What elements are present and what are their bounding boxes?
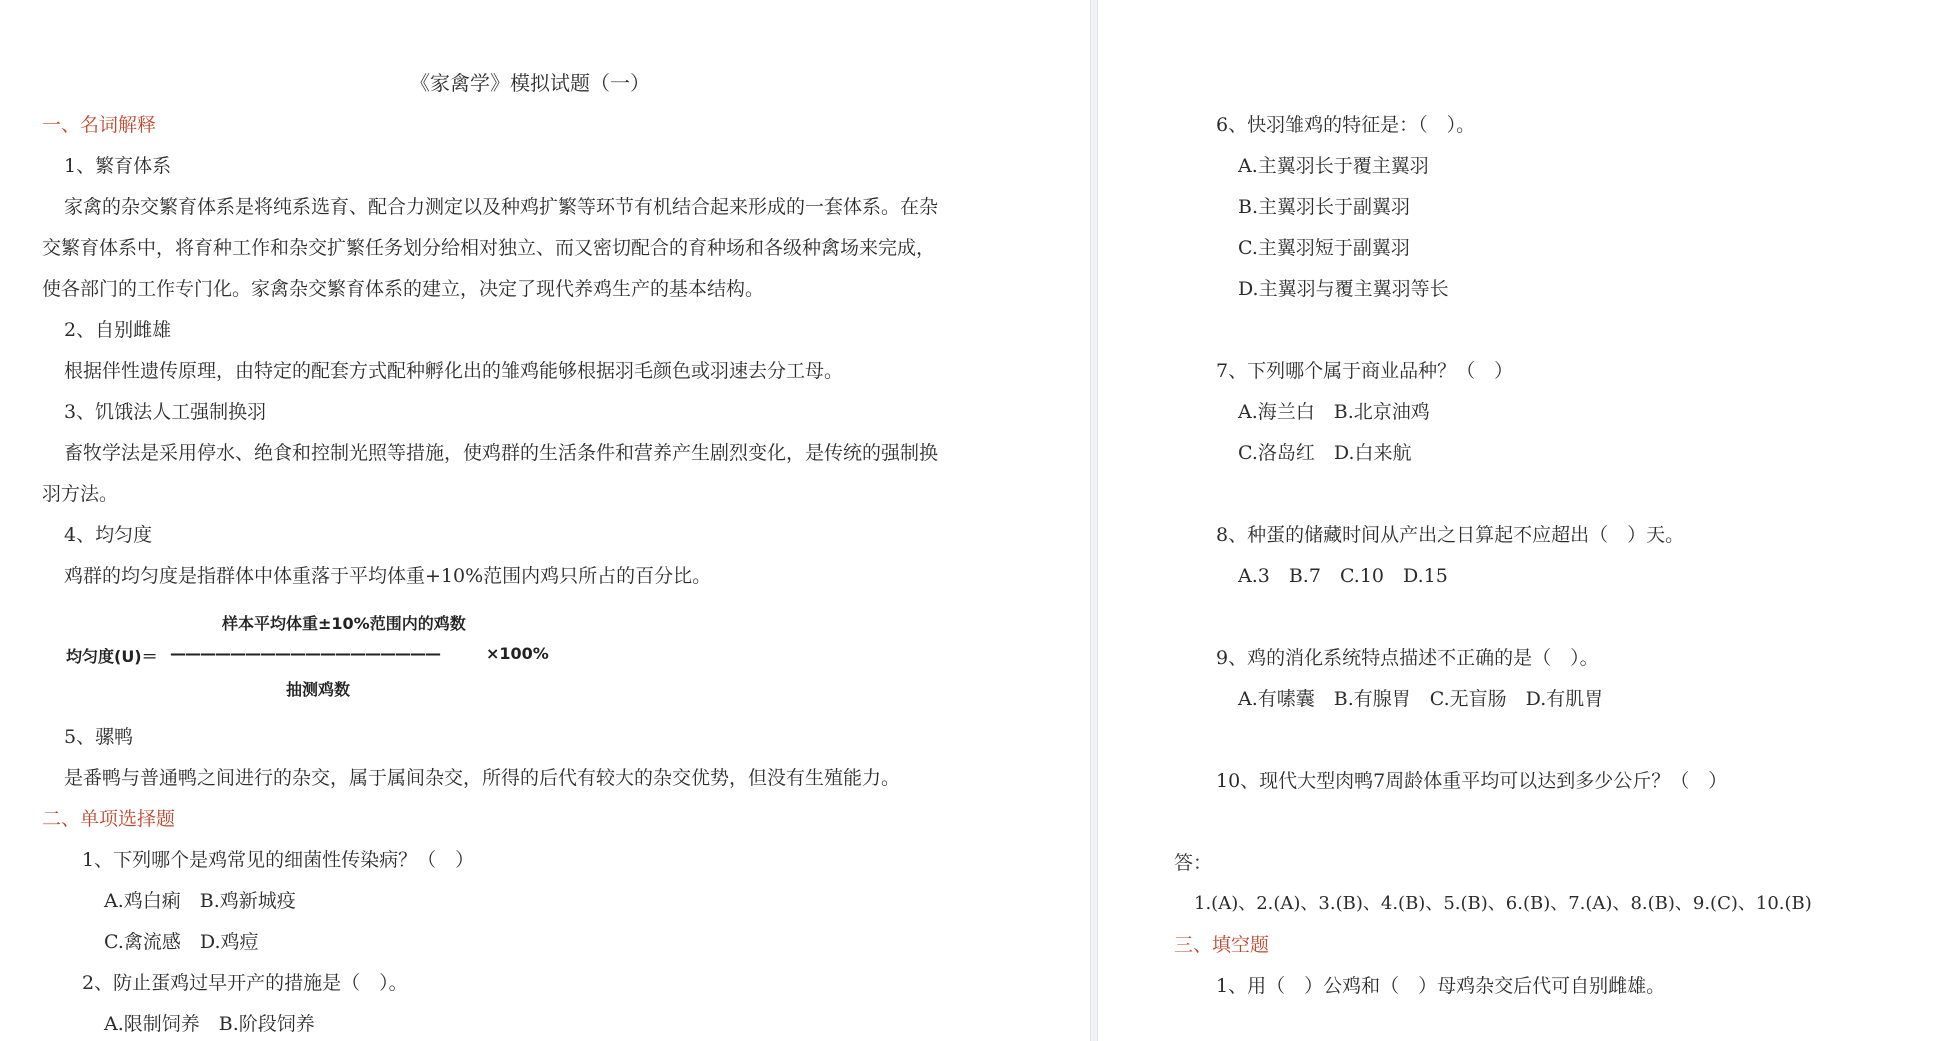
- formula-numerator: 样本平均体重±10%范围内的鸡数: [222, 614, 466, 633]
- paragraph-line: 鸡群的均匀度是指群体中体重落于平均体重+10%范围内鸡只所占的百分比。: [64, 565, 712, 587]
- answer-option: D.主翼羽与覆主翼羽等长: [1238, 278, 1449, 300]
- formula-multiplier: ×100%: [486, 644, 549, 663]
- right-page: [1098, 0, 1945, 1041]
- answer-options: A.限制饲养 B.阶段饲养: [104, 1013, 315, 1035]
- answer-option: B.主翼羽长于副翼羽: [1238, 196, 1411, 218]
- page-gutter: [1090, 0, 1098, 1041]
- answer-options: C.洛岛红 D.白来航: [1238, 442, 1412, 464]
- question-text: 10、现代大型肉鸭7周龄体重平均可以达到多少公斤？（ ）: [1216, 770, 1728, 792]
- paragraph-line: 交繁育体系中，将育种工作和杂交扩繁任务划分给相对独立、而又密切配合的育种场和各级种禽场来完成，: [42, 237, 936, 259]
- formula-fraction-bar: ——————————————————: [170, 644, 440, 663]
- answer-option: C.主翼羽短于副翼羽: [1238, 237, 1410, 259]
- term-heading: 4、均匀度: [64, 524, 153, 546]
- answer-key: 1.(A)、2.(A)、3.(B)、4.(B)、5.(B)、6.(B)、7.(A)、8.(B)、9.(C)、10.(B): [1194, 893, 1812, 914]
- question-text: 8、种蛋的储藏时间从产出之日算起不应超出（ ）天。: [1216, 524, 1685, 546]
- paragraph-line: 羽方法。: [42, 483, 119, 505]
- term-heading: 5、骡鸭: [64, 726, 134, 748]
- answer-options: A.3 B.7 C.10 D.15: [1238, 565, 1448, 587]
- question-text: 6、快羽雏鸡的特征是：（ ）。: [1216, 114, 1476, 136]
- paragraph-line: 使各部门的工作专门化。家禽杂交繁育体系的建立，决定了现代养鸡生产的基本结构。: [42, 278, 765, 300]
- answer-options: A.鸡白痢 B.鸡新城疫: [104, 890, 296, 912]
- section-heading-fill: 三、填空题: [1174, 934, 1270, 956]
- question-text: 7、下列哪个属于商业品种？（ ）: [1216, 360, 1514, 382]
- term-heading: 2、自别雌雄: [64, 319, 172, 341]
- answer-options: C.禽流感 D.鸡痘: [104, 931, 259, 953]
- paragraph-line: 根据伴性遗传原理，由特定的配套方式配种孵化出的雏鸡能够根据羽毛颜色或羽速去分工母。: [64, 360, 844, 382]
- term-heading: 3、饥饿法人工强制换羽: [64, 401, 267, 423]
- question-text: 9、鸡的消化系统特点描述不正确的是（ ）。: [1216, 647, 1599, 669]
- paragraph-line: 家禽的杂交繁育体系是将纯系选育、配合力测定以及种鸡扩繁等环节有机结合起来形成的一套体系。在杂: [64, 196, 939, 218]
- page-title: 《家禽学》模拟试题（一）: [410, 71, 650, 95]
- section-heading-choice: 二、单项选择题: [42, 808, 176, 830]
- paragraph-line: 是番鸭与普通鸭之间进行的杂交，属于属间杂交，所得的后代有较大的杂交优势，但没有生殖能力。: [64, 767, 901, 789]
- paragraph-line: 畜牧学法是采用停水、绝食和控制光照等措施，使鸡群的生活条件和营养产生剧烈变化，是传统的强制换: [64, 442, 939, 464]
- question-text: 1、下列哪个是鸡常见的细菌性传染病？（ ）: [82, 849, 475, 871]
- section-heading-terms: 一、名词解释: [42, 114, 157, 136]
- answer-options: A.海兰白 B.北京油鸡: [1238, 401, 1430, 423]
- answer-label: 答：: [1174, 852, 1213, 874]
- formula-denominator: 抽测鸡数: [286, 680, 351, 699]
- question-text: 1、用（ ）公鸡和（ ）母鸡杂交后代可自别雌雄。: [1216, 975, 1666, 997]
- formula-lhs: 均匀度(U)＝: [66, 647, 158, 666]
- question-text: 2、防止蛋鸡过早开产的措施是（ ）。: [82, 972, 408, 994]
- term-heading: 1、繁育体系: [64, 155, 172, 177]
- answer-option: A.主翼羽长于覆主翼羽: [1238, 155, 1429, 177]
- answer-options: A.有嗉囊 B.有腺胃 C.无盲肠 D.有肌胃: [1238, 688, 1604, 710]
